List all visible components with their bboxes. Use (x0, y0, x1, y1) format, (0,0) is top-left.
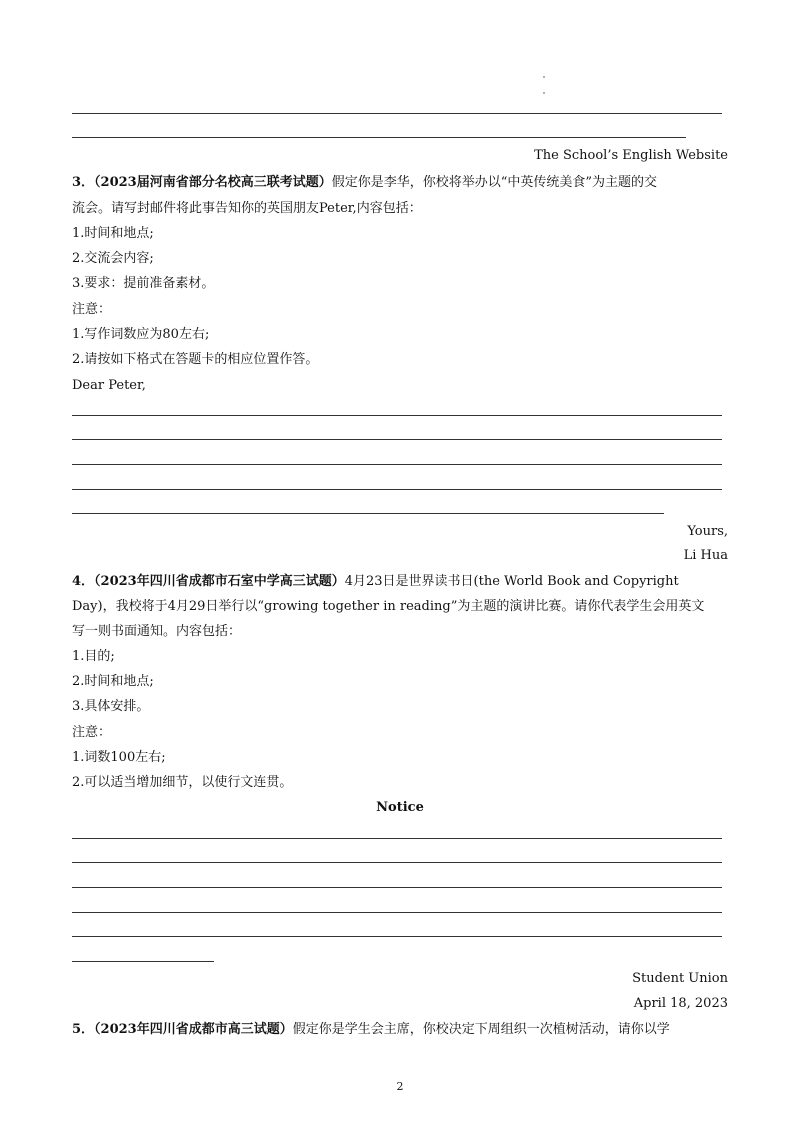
q3-prompt-line2: 流会。请写封邮件将此事告知你的英国朋友Peter,内容包括： (72, 201, 422, 216)
q4-item: 3.具体安排。 (72, 699, 150, 714)
q4-item: 1.目的; (72, 649, 115, 664)
q4-date: April 18, 2023 (633, 996, 728, 1011)
answer-line (72, 113, 722, 114)
q5-number: 5． (72, 1022, 95, 1037)
q3-source: （2023届河南省部分名校高三联考试题） (94, 175, 332, 190)
q4-prompt-line1 (72, 573, 679, 591)
q3-name: Li Hua (683, 548, 728, 563)
q4-notes-label: 注意： (72, 725, 112, 740)
q4-prompt-line2: Day)，我校将于4月29日举行以“growing together in reading”为主题的演讲比赛。请你代表学生会用英文 (72, 599, 705, 614)
answer-line (72, 912, 722, 913)
q2-signature: The School’s English Website (534, 148, 728, 163)
q4-note: 2.可以适当增加细节，以使行文连贯。 (72, 775, 293, 790)
q3-item: 1.时间和地点; (72, 226, 154, 241)
answer-line (72, 464, 722, 465)
q4-item: 2.时间和地点; (72, 674, 154, 689)
q3-note: 1.写作词数应为80左右; (72, 327, 210, 342)
answer-line (72, 838, 722, 839)
q4-source: （2023年四川省成都市石室中学高三试题） (94, 574, 345, 589)
q5-prompt-line1 (72, 1021, 670, 1039)
answer-line (72, 862, 722, 863)
scan-mark (543, 92, 545, 94)
q3-number: 3． (72, 175, 95, 190)
q3-salutation: Dear Peter, (72, 378, 146, 393)
answer-line (72, 489, 722, 490)
q4-heading: Notice (376, 800, 424, 815)
q4-signature: Student Union (632, 971, 728, 986)
q4-prompt-line3: 写一则书面通知。内容包括： (72, 624, 242, 639)
q5-source: （2023年四川省成都市高三试题） (94, 1022, 293, 1037)
q3-prompt-line1 (72, 174, 657, 192)
q3-note: 2.请按如下格式在答题卡的相应位置作答。 (72, 352, 319, 367)
answer-line (72, 439, 722, 440)
answer-line (72, 513, 664, 514)
q3-notes-label: 注意： (72, 302, 112, 317)
q3-closing: Yours, (687, 524, 728, 539)
q4-prompt-text: 4月23日是世界读书日(the World Book and Copyright (344, 574, 679, 589)
q5-prompt-text: 假定你是学生会主席，你校决定下周组织一次植树活动，请你以学 (292, 1022, 670, 1037)
q3-item: 2.交流会内容; (72, 251, 154, 266)
q4-note: 1.词数100左右; (72, 750, 166, 765)
answer-line (72, 936, 722, 937)
q4-number: 4． (72, 574, 95, 589)
q3-prompt-text: 假定你是李华，你校将举办以“中英传统美食”为主题的交 (331, 175, 658, 190)
page-number: 2 (396, 1080, 404, 1093)
q3-item: 3.要求：提前准备素材。 (72, 276, 215, 291)
answer-line (72, 137, 686, 138)
answer-line (72, 961, 214, 962)
answer-line (72, 415, 722, 416)
answer-line (72, 887, 722, 888)
scan-mark (543, 76, 545, 78)
